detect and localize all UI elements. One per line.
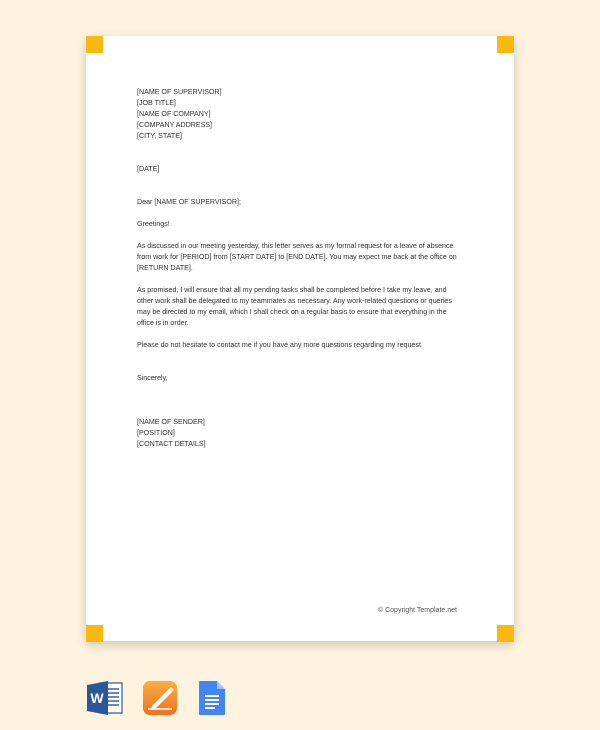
corner-accent-bottom-right: [497, 625, 514, 642]
paragraph-line: As discussed in our meeting yesterday, this letter serves as my formal request for a leave of absence: [137, 242, 454, 250]
letter-date: [DATE]: [137, 165, 160, 173]
paragraph-3: Please do not hesitate to contact me if you have any more questions regarding my request.: [137, 341, 423, 349]
recipient-line: [COMPANY ADDRESS]: [137, 121, 213, 129]
corner-accent-top-left: [86, 36, 103, 53]
paragraph-line: As promised, I will ensure that all my pending tasks shall be completed before I take my leave, and: [137, 286, 447, 294]
sender-block: [137, 417, 467, 450]
letter-body: [137, 87, 467, 450]
greeting: Greetings!: [137, 220, 170, 228]
svg-text:W: W: [90, 690, 104, 706]
sender-line: [POSITION]: [137, 429, 175, 437]
paragraph-2: [137, 285, 467, 329]
google-docs-icon[interactable]: [198, 680, 226, 716]
ms-word-icon[interactable]: [86, 680, 124, 716]
paragraph-line: other work shall be delegated to my teammates as necessary. Any work-related questions or queries: [137, 297, 452, 305]
paragraph-1: [137, 241, 467, 274]
corner-accent-bottom-left: [86, 625, 103, 642]
recipient-line: [NAME OF COMPANY]: [137, 110, 211, 118]
salutation: Dear [NAME OF SUPERVISOR];: [137, 198, 241, 206]
paragraph-line: [RETURN DATE].: [137, 264, 193, 272]
paragraph-line: from work for [PERIOD] from [START DATE] to [END DATE]. You may expect me back at the office on: [137, 253, 457, 261]
apple-pages-icon[interactable]: [142, 680, 178, 716]
paragraph-line: may be directed to my email, which I shall check on a regular basis to ensure that everything in the: [137, 308, 447, 316]
corner-accent-top-right: [497, 36, 514, 53]
recipient-line: [NAME OF SUPERVISOR]: [137, 88, 222, 96]
recipient-line: [JOB TITLE]: [137, 99, 176, 107]
sender-line: [CONTACT DETAILS]: [137, 440, 206, 448]
paragraph-line: office is in order.: [137, 319, 189, 327]
recipient-block: [137, 87, 467, 142]
closing: Sincerely,: [137, 374, 168, 382]
sender-line: [NAME OF SENDER]: [137, 418, 205, 426]
recipient-line: [CITY, STATE]: [137, 132, 182, 140]
copyright-notice: © Copyright Template.net: [378, 607, 457, 614]
